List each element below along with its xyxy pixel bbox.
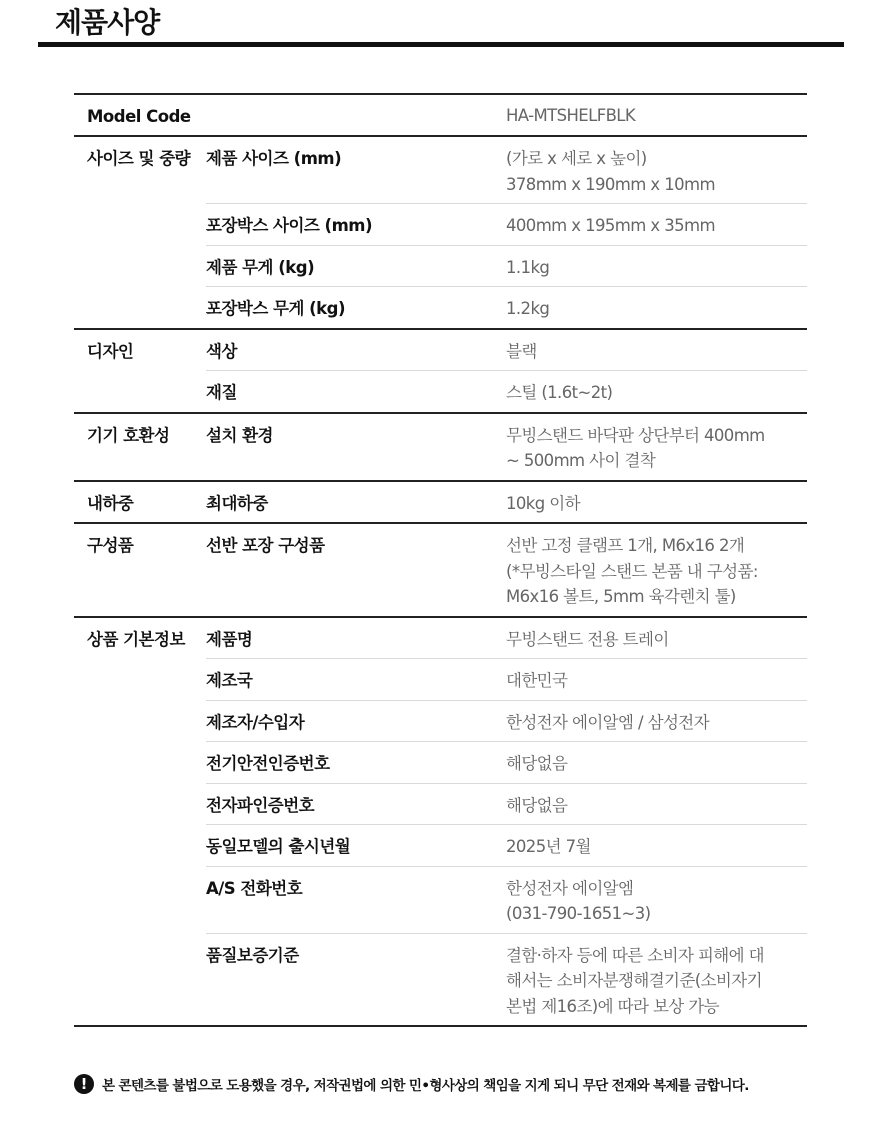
spec-group-compatibility <box>74 414 807 482</box>
spec-group-load <box>74 482 807 525</box>
row-value: 한성전자 에이알엠 (031-790-1651~3) <box>506 878 651 923</box>
copyright-notice <box>74 1074 749 1094</box>
row-value: 1.1kg <box>506 257 550 277</box>
row-value: 선반 고정 클램프 1개, M6x16 2개 (*무빙스타일 스탠드 본품 내 구성품: M6x16 볼트, 5mm 육각렌치 툴) <box>506 536 758 606</box>
spec-row <box>206 659 807 701</box>
spec-row <box>206 742 807 784</box>
row-label: 재질 <box>206 383 237 402</box>
spec-row <box>206 618 807 660</box>
row-label: 최대하중 <box>206 493 268 513</box>
spec-row <box>206 287 807 328</box>
row-value: 한성전자 에이알엠 / 삼성전자 <box>506 712 709 732</box>
row-label: 제조국 <box>206 671 253 690</box>
row-value: 블랙 <box>506 341 537 361</box>
spec-row <box>206 414 807 480</box>
notice-text: 본 콘텐츠를 불법으로 도용했을 경우, 저작권법에 의한 민•형사상의 책임을 지게 되니 무단 전재와 복제를 금합니다. <box>102 1078 749 1094</box>
row-value: (가로 x 세로 x 높이) 378mm x 190mm x 10mm <box>506 149 715 194</box>
group-label: 내하중 <box>87 493 134 513</box>
row-label: 설치 환경 <box>206 425 274 445</box>
row-value: 400mm x 195mm x 35mm <box>506 216 715 235</box>
row-label: 제품 무게 (kg) <box>206 257 315 277</box>
model-code-row <box>74 95 807 137</box>
group-label: 상품 기본정보 <box>87 629 185 649</box>
row-label: 선반 포장 구성품 <box>206 536 325 555</box>
row-label: 전자파인증번호 <box>206 795 315 815</box>
row-label: 제품명 <box>206 629 253 649</box>
spec-group-size-weight <box>74 137 807 330</box>
model-code-value: HA-MTSHELFBLK <box>506 106 636 125</box>
spec-row <box>206 934 807 1026</box>
row-label: 동일모델의 출시년월 <box>206 837 351 856</box>
spec-group-basic-info <box>74 618 807 1028</box>
spec-row <box>206 137 807 204</box>
spec-group-design <box>74 330 807 414</box>
spec-row <box>206 825 807 867</box>
spec-row <box>206 371 807 412</box>
row-value: 결함·하자 등에 따른 소비자 피해에 대 해서는 소비자분쟁해결기준(소비자기 본법 제16조)에 따라 보상 가능 <box>506 945 764 1016</box>
spec-row <box>206 784 807 826</box>
title-divider <box>38 42 844 47</box>
group-label: 사이즈 및 중량 <box>87 149 191 168</box>
spec-row <box>206 701 807 743</box>
row-value: 무빙스탠드 바닥판 상단부터 400mm ~ 500mm 사이 결착 <box>506 425 765 470</box>
row-value: 해당없음 <box>506 795 568 815</box>
group-label: 구성품 <box>87 536 134 555</box>
group-label: 기기 호환성 <box>87 425 170 445</box>
row-value: 해당없음 <box>506 754 568 773</box>
spec-row <box>206 867 807 934</box>
row-label: A/S 전화번호 <box>206 878 303 898</box>
row-label: 색상 <box>206 341 237 361</box>
exclamation-icon: ! <box>74 1074 94 1094</box>
row-label: 전기안전인증번호 <box>206 754 330 773</box>
spec-row <box>206 524 807 616</box>
row-value: 10kg 이하 <box>506 493 580 513</box>
spec-row <box>206 246 807 288</box>
spec-row <box>206 204 807 246</box>
row-value: 1.2kg <box>506 299 550 318</box>
spec-table <box>74 93 807 1027</box>
row-label: 포장박스 사이즈 (mm) <box>206 216 373 235</box>
row-label: 제품 사이즈 (mm) <box>206 149 342 168</box>
row-value: 스틸 (1.6t~2t) <box>506 383 613 402</box>
row-value: 2025년 7월 <box>506 837 591 856</box>
spec-row <box>206 330 807 372</box>
row-label: 품질보증기준 <box>206 945 299 965</box>
row-label: 포장박스 무게 (kg) <box>206 299 345 318</box>
model-code-label: Model Code <box>87 107 191 126</box>
row-label: 제조자/수입자 <box>206 712 305 732</box>
spec-group-components <box>74 524 807 618</box>
group-label: 디자인 <box>87 341 134 361</box>
page-title: 제품사양 <box>55 6 160 39</box>
spec-row <box>206 482 807 523</box>
row-value: 무빙스탠드 전용 트레이 <box>506 629 669 649</box>
row-value: 대한민국 <box>506 671 568 690</box>
